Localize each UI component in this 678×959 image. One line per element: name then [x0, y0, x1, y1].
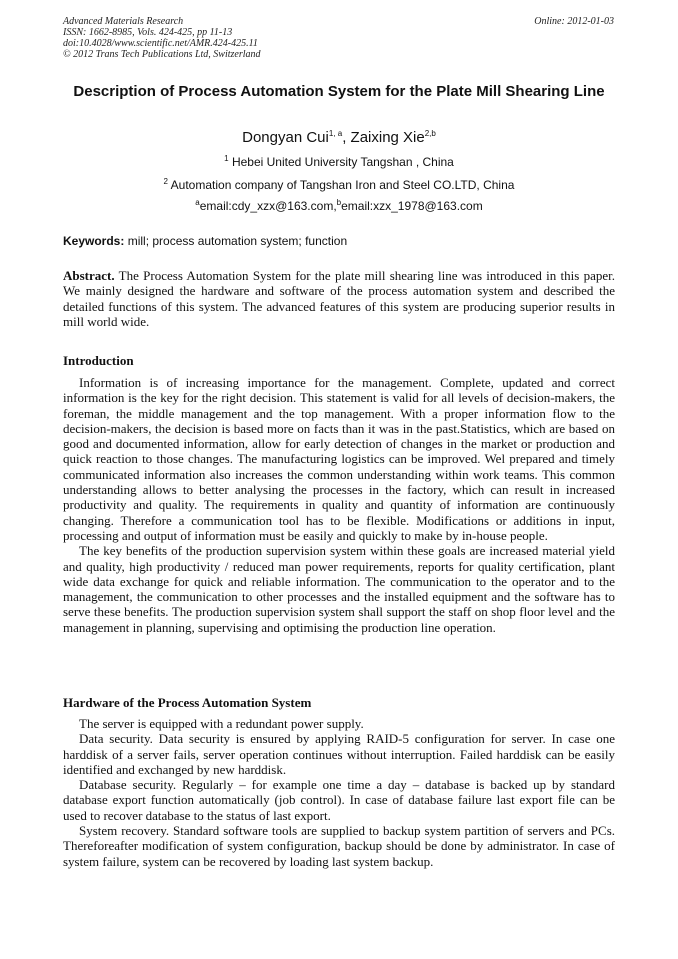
hardware-paragraph-3: Database security. Regularly – for example one time a day – database is backed up by standard database export function automatically (job control). In case of database failure last export file can be used to recover database to the status of last export.: [63, 777, 615, 823]
hardware-paragraph-2: Data security. Data security is ensured by applying RAID-5 configuration for server. In case one harddisk of a server fails, server operation continues without interruption. Failed harddisk can be easily identified and exchanged by new harddisk.: [63, 731, 615, 777]
email-b: email:xzx_1978@163.com: [341, 199, 483, 213]
introduction-heading: Introduction: [63, 353, 134, 368]
keywords-label: Keywords:: [63, 234, 125, 248]
affiliation-1-text: Hebei United University Tangshan , China: [228, 155, 454, 169]
abstract-label: Abstract.: [63, 268, 115, 283]
affiliation-2-text: Automation company of Tangshan Iron and Steel CO.LTD, China: [168, 178, 515, 192]
hardware-paragraph-4: System recovery. Standard software tools are supplied to backup system partition of servers and PCs. Thereforeafter modification of system configuration, backup should be done by administrator. In case of system failure, system can be recovered by loading last system backup.: [63, 823, 615, 869]
affiliation-2: [63, 178, 615, 193]
affiliation-1: [63, 155, 615, 170]
keywords-text: mill; process automation system; function: [124, 234, 348, 248]
doi-line: doi:10.4028/www.scientific.net/AMR.424-425.11: [63, 38, 258, 49]
journal-header: [63, 16, 261, 60]
issn-line: ISSN: 1662-8985, Vols. 424-425, pp 11-13: [63, 27, 233, 38]
abstract: [63, 268, 615, 329]
author-2-sup: 2,b: [424, 129, 436, 138]
affiliation-1-sup: 1: [224, 154, 229, 163]
email-a: email:cdy_xzx@163.com,: [199, 199, 337, 213]
email-line: [63, 199, 615, 214]
email-a-sup: a: [195, 198, 200, 207]
author-1-sup: 1, a: [328, 129, 343, 138]
introduction-paragraph-1: Information is of increasing importance for the management. Complete, updated and correct information is the key for the right decision. This statement is valid for all levels of decision-makers, the foreman, the middle management and the top management. With a proper information flow to the decision-makers, the decision is based more on facts than it was in the past.Statistics, which are based on good and documented information, allow for early detection of changes in the market or production and quick reaction to those changes. The manufacturing logistics can be improved. Wel prepared and timely communicated information also increases the common understanding within work teams. This common understanding allows to better analysing the processes in the factory, which can result in increased productivity and quality. The requirements in quality and quantity of information are continuously changing. Therefore a communication tool has to be flexible. Modifications or additions in input, processing and output of information must be easily and quickly to make by in-house people.: [63, 375, 615, 543]
introduction-paragraph-2: The key benefits of the production supervision system within these goals are increased material yield and quality, high productivity / reduced man power requirements, reports for quality certification, plant wide data exchange for quick and reliable information. The communication to the operator and to the management, the communication to other processes and the installed equipment and the software has to serve these benefits. The production supervision system shall support the staff on shop floor level and the management in planning, supervising and optimising the production line operation.: [63, 543, 615, 635]
hardware-body: [63, 716, 615, 869]
affiliation-2-sup: 2: [163, 177, 168, 186]
author-1: Dongyan Cui: [242, 129, 329, 146]
email-b-sup: b: [336, 198, 342, 207]
hardware-heading: Hardware of the Process Automation System: [63, 695, 312, 710]
online-date: Online: 2012-01-03: [534, 16, 614, 27]
paper-title: Description of Process Automation System for the Plate Mill Shearing Line: [73, 83, 605, 100]
copyright-line: © 2012 Trans Tech Publications Ltd, Switzerland: [63, 49, 261, 60]
journal-name: Advanced Materials Research: [63, 16, 184, 27]
author-2: Zaixing Xie: [350, 129, 425, 146]
abstract-text: The Process Automation System for the plate mill shearing line was introduced in this paper. We mainly designed the hardware and software of the process automation system and described the detailed functions of this system. The advanced features of this system are producing superior results in mill world wide.: [63, 268, 615, 329]
author-line: [63, 128, 615, 148]
hardware-paragraph-1: The server is equipped with a redundant power supply.: [79, 716, 364, 731]
author-separator: ,: [342, 129, 351, 146]
keywords: [63, 234, 615, 249]
introduction-body: [63, 375, 615, 635]
